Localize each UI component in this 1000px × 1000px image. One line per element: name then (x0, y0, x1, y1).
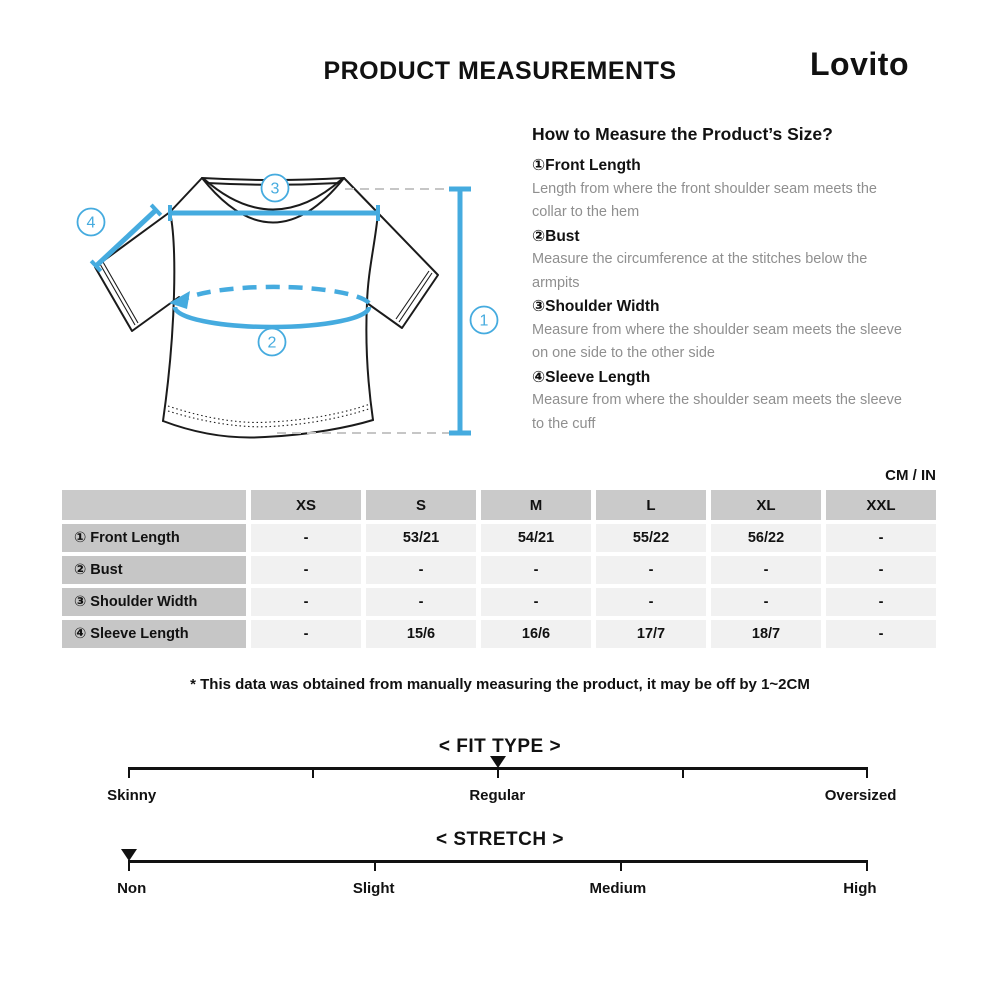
fit-type-marker-icon (490, 756, 506, 768)
col-header-s: S (366, 490, 476, 520)
fit-type-title: < FIT TYPE > (438, 736, 562, 757)
howto-item-desc-sleeve-length: Measure from where the shoulder seam meets the sleeve to the cuff (532, 392, 902, 432)
scale-tick (866, 860, 868, 871)
shoulder-seam-right (344, 178, 378, 213)
stretch-label-non: Non (117, 880, 147, 897)
body-side-left (163, 212, 174, 421)
cell-bust-xxl: - (826, 556, 936, 584)
bust-measure-solid-arc (175, 307, 369, 327)
callout-number-3: 3 (270, 180, 280, 198)
cell-shoulder-width-xxl: - (826, 588, 936, 616)
col-header-xs: XS (251, 490, 361, 520)
stretch-label-slight: Slight (352, 880, 395, 897)
cell-front-length-l: 55/22 (596, 524, 706, 552)
cell-front-length-xs: - (251, 524, 361, 552)
howto-heading: How to Measure the Product’s Size? (532, 124, 833, 144)
cell-front-length-xl: 56/22 (711, 524, 821, 552)
stretch-label-high: High (843, 880, 877, 897)
cell-sleeve-length-xs: - (251, 620, 361, 648)
sleeve-right (367, 213, 438, 328)
howto-item-desc-shoulder-width: Measure from where the shoulder seam meets the sleeve on one side to the other side (532, 321, 902, 361)
fit-label-oversized: Oversized (824, 787, 897, 804)
table-corner-cell (62, 490, 246, 520)
col-header-xxl: XXL (826, 490, 936, 520)
scale-tick (620, 860, 622, 871)
row-label-front-length: ① Front Length (62, 524, 246, 552)
shoulder-seam-left (170, 178, 202, 212)
fit-label-regular: Regular (469, 787, 526, 804)
cuff-stitch-right-1 (399, 273, 432, 322)
scale-tick (374, 860, 376, 871)
cell-shoulder-width-l: - (596, 588, 706, 616)
row-label-sleeve-length: ④ Sleeve Length (62, 620, 246, 648)
howto-item-label-sleeve-length: ④Sleeve Length (532, 368, 651, 386)
howto-item-label-bust: ②Bust (532, 227, 580, 245)
cell-sleeve-length-l: 17/7 (596, 620, 706, 648)
cell-bust-s: - (366, 556, 476, 584)
howto-section (532, 124, 936, 436)
page-title: PRODUCT MEASUREMENTS (323, 57, 677, 85)
howto-item-label-shoulder-width: ③Shoulder Width (532, 298, 660, 315)
col-header-m: M (481, 490, 591, 520)
body-side-right (366, 213, 378, 420)
cell-sleeve-length-m: 16/6 (481, 620, 591, 648)
callout-number-1: 1 (479, 312, 489, 330)
cell-bust-xl: - (711, 556, 821, 584)
cell-front-length-xxl: - (826, 524, 936, 552)
stretch-title: < STRETCH > (436, 829, 564, 850)
cell-shoulder-width-s: - (366, 588, 476, 616)
cuff-stitch-left-1 (100, 264, 135, 325)
unit-label: CM / IN (885, 467, 936, 484)
row-label-bust: ② Bust (62, 556, 246, 584)
scale-tick (312, 767, 314, 778)
scale-tick (128, 860, 130, 871)
fit-label-skinny: Skinny (107, 787, 157, 804)
fit-type-scale-bar (107, 767, 897, 804)
cell-sleeve-length-xl: 18/7 (711, 620, 821, 648)
cell-front-length-m: 54/21 (481, 524, 591, 552)
col-header-xl: XL (711, 490, 821, 520)
footnote: * This data was obtained from manually measuring the product, it may be off by 1~2CM (190, 676, 810, 693)
cell-sleeve-length-xxl: - (826, 620, 936, 648)
brand-logo: Lovito (810, 46, 909, 82)
howto-item-label-front-length: ①Front Length (532, 157, 641, 174)
cell-shoulder-width-xl: - (711, 588, 821, 616)
cell-shoulder-width-m: - (481, 588, 591, 616)
tshirt-diagram (60, 150, 520, 460)
howto-item-desc-bust: Measure the circumference at the stitches below the armpits (532, 251, 868, 291)
scale-tick (128, 767, 130, 778)
row-label-shoulder-width: ③ Shoulder Width (62, 588, 246, 616)
stretch-marker-icon (121, 849, 137, 861)
hem-stitch-2 (168, 409, 370, 427)
cell-bust-xs: - (251, 556, 361, 584)
scale-tick (866, 767, 868, 778)
hem-edge (163, 420, 373, 437)
stretch-scale-line (128, 860, 868, 863)
scale-tick (497, 767, 499, 778)
bust-arrow-icon (169, 291, 190, 309)
cell-bust-m: - (481, 556, 591, 584)
callout-number-2: 2 (267, 334, 277, 352)
sleeve-length-measure-line (96, 210, 156, 266)
cuff-stitch-left-2 (103, 262, 138, 323)
stretch-label-medium: Medium (589, 880, 647, 897)
cell-shoulder-width-xs: - (251, 588, 361, 616)
howto-item-desc-front-length: Length from where the front shoulder seam meets the collar to the hem (532, 180, 877, 220)
scale-tick (682, 767, 684, 778)
cell-front-length-s: 53/21 (366, 524, 476, 552)
stretch-scale-bar (117, 860, 877, 897)
size-table (62, 490, 936, 648)
cell-sleeve-length-s: 15/6 (366, 620, 476, 648)
callout-number-4: 4 (86, 214, 96, 232)
bust-measure-dashed-arc (187, 287, 369, 303)
cell-bust-l: - (596, 556, 706, 584)
col-header-l: L (596, 490, 706, 520)
